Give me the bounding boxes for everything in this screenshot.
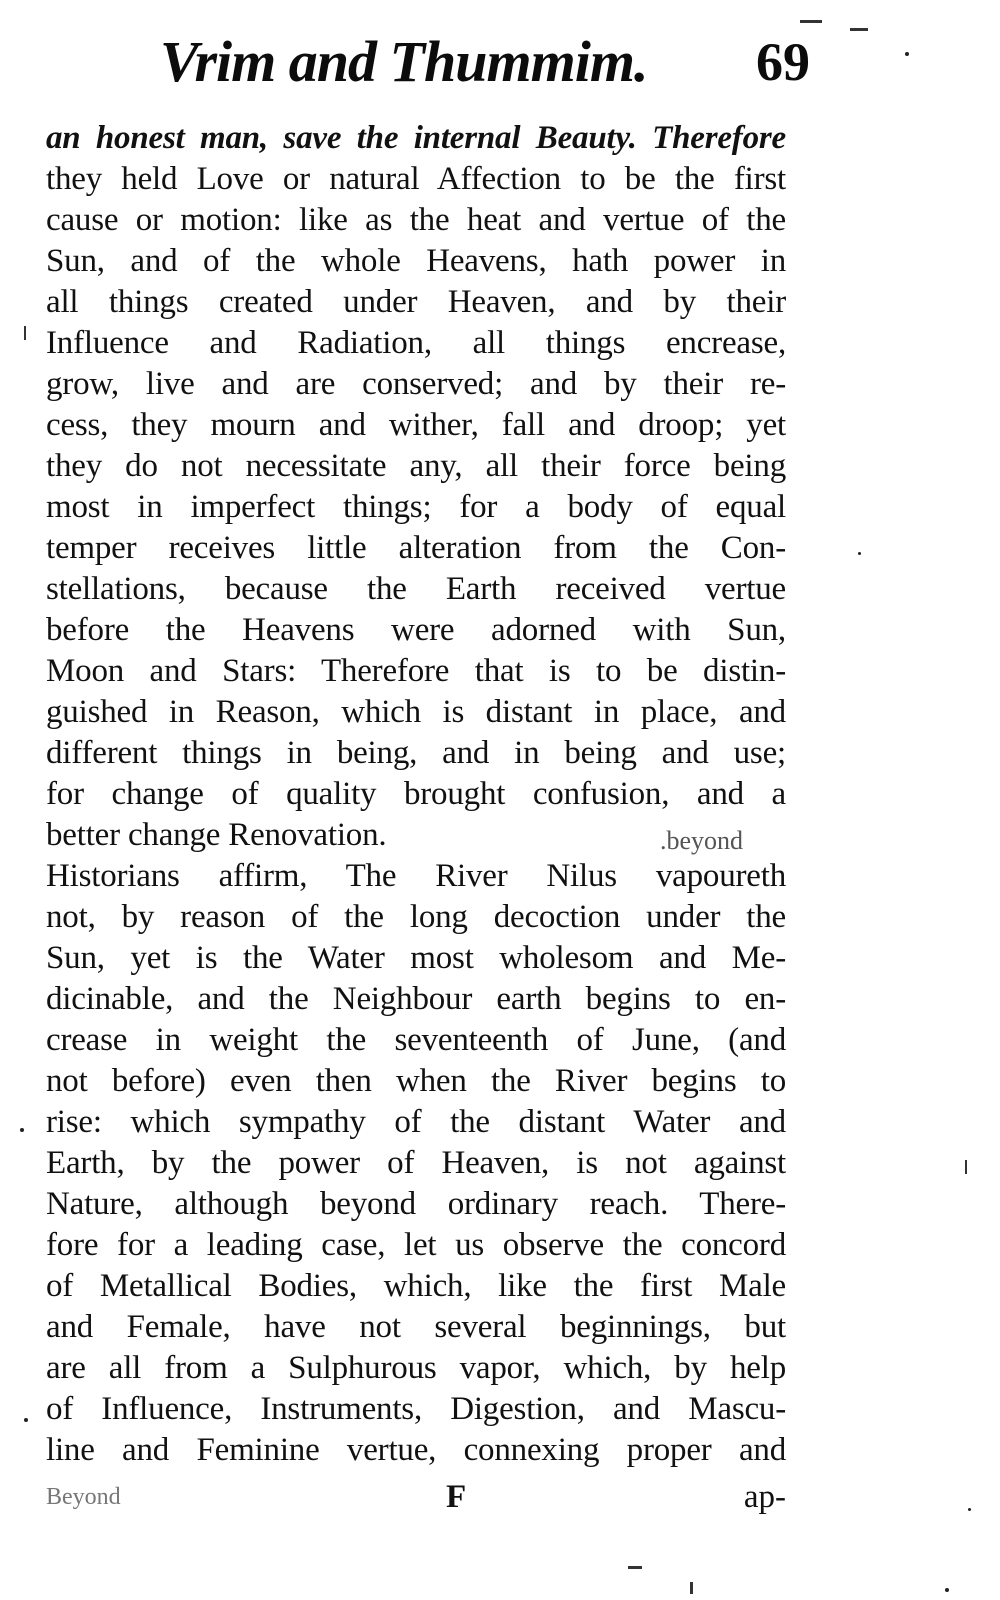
text-line: for change of quality brought confusion, and a [46,776,786,812]
scan-mark [24,326,26,340]
text-line: crease in weight the seventeenth of June, (and [46,1022,786,1058]
text-line: before the Heavens were adorned with Sun, [46,612,786,648]
running-head [160,22,810,102]
text-line: grow, live and are conserved; and by their re- [46,366,786,402]
scan-speck [905,52,909,56]
text-line: Influence and Radiation, all things encrease, [46,325,786,361]
text-line: most in imperfect things; for a body of equal [46,489,786,525]
text-line: line and Feminine vertue, connexing proper and [46,1432,786,1468]
text-line: dicinable, and the Neighbour earth begins to en- [46,981,786,1017]
text-line: and Female, have not several beginnings, but [46,1309,786,1345]
text-line: of Influence, Instruments, Digestion, and Mascu- [46,1391,786,1427]
text-line: not before) even then when the River begins to [46,1063,786,1099]
scan-speck [945,1588,949,1592]
body-text [46,118,786,1471]
margin-note: .beyond [660,826,744,855]
text-line: not, by reason of the long decoction under the [46,899,786,935]
signature-mark: F [446,1479,467,1515]
text-line: Sun, and of the whole Heavens, hath power in [46,243,786,279]
scan-mark [690,1582,693,1594]
text-line: stellations, because the Earth received vertue [46,571,786,607]
text-line: an honest man, save the internal Beauty. Therefore [46,120,786,156]
scan-speck [24,1418,28,1422]
catchword: ap- [743,1479,786,1515]
text-line: they do not necessitate any, all their force being [46,448,786,484]
text-line: fore for a leading case, let us observe the concord [46,1227,786,1263]
text-line: temper receives little alteration from the Con- [46,530,786,566]
text-line: Earth, by the power of Heaven, is not against [46,1145,786,1181]
text-line: better change Renovation. [46,817,387,853]
page-number: 69 [756,32,810,92]
page-footer [46,1476,786,1518]
scan-mark [965,1160,967,1174]
scan-speck [968,1508,971,1511]
text-line: Nature, although beyond ordinary reach. There- [46,1186,786,1222]
text-line: rise: which sympathy of the distant Water and [46,1104,786,1140]
text-line: of Metallical Bodies, which, like the first Male [46,1268,786,1304]
text-line: guished in Reason, which is distant in place, and [46,694,786,730]
text-line: Moon and Stars: Therefore that is to be distin- [46,653,786,689]
text-line: are all from a Sulphurous vapor, which, by help [46,1350,786,1386]
text-line: Historians affirm, The River Nilus vapoureth [46,858,786,894]
scan-speck [858,552,861,555]
text-line: Sun, yet is the Water most wholesom and Me- [46,940,786,976]
faint-catchword: Beyond [46,1484,121,1510]
text-line: they held Love or natural Affection to be the first [46,161,786,197]
text-line: all things created under Heaven, and by their [46,284,786,320]
scan-speck [20,1128,24,1132]
scan-mark [850,28,868,31]
text-line: different things in being, and in being and use; [46,735,786,771]
scan-mark [628,1566,642,1569]
scan-mark [800,20,822,23]
text-line: cause or motion: like as the heat and vertue of the [46,202,786,238]
text-line: cess, they mourn and wither, fall and droop; yet [46,407,786,443]
running-head-title: Vrim and Thummim. [160,29,648,94]
